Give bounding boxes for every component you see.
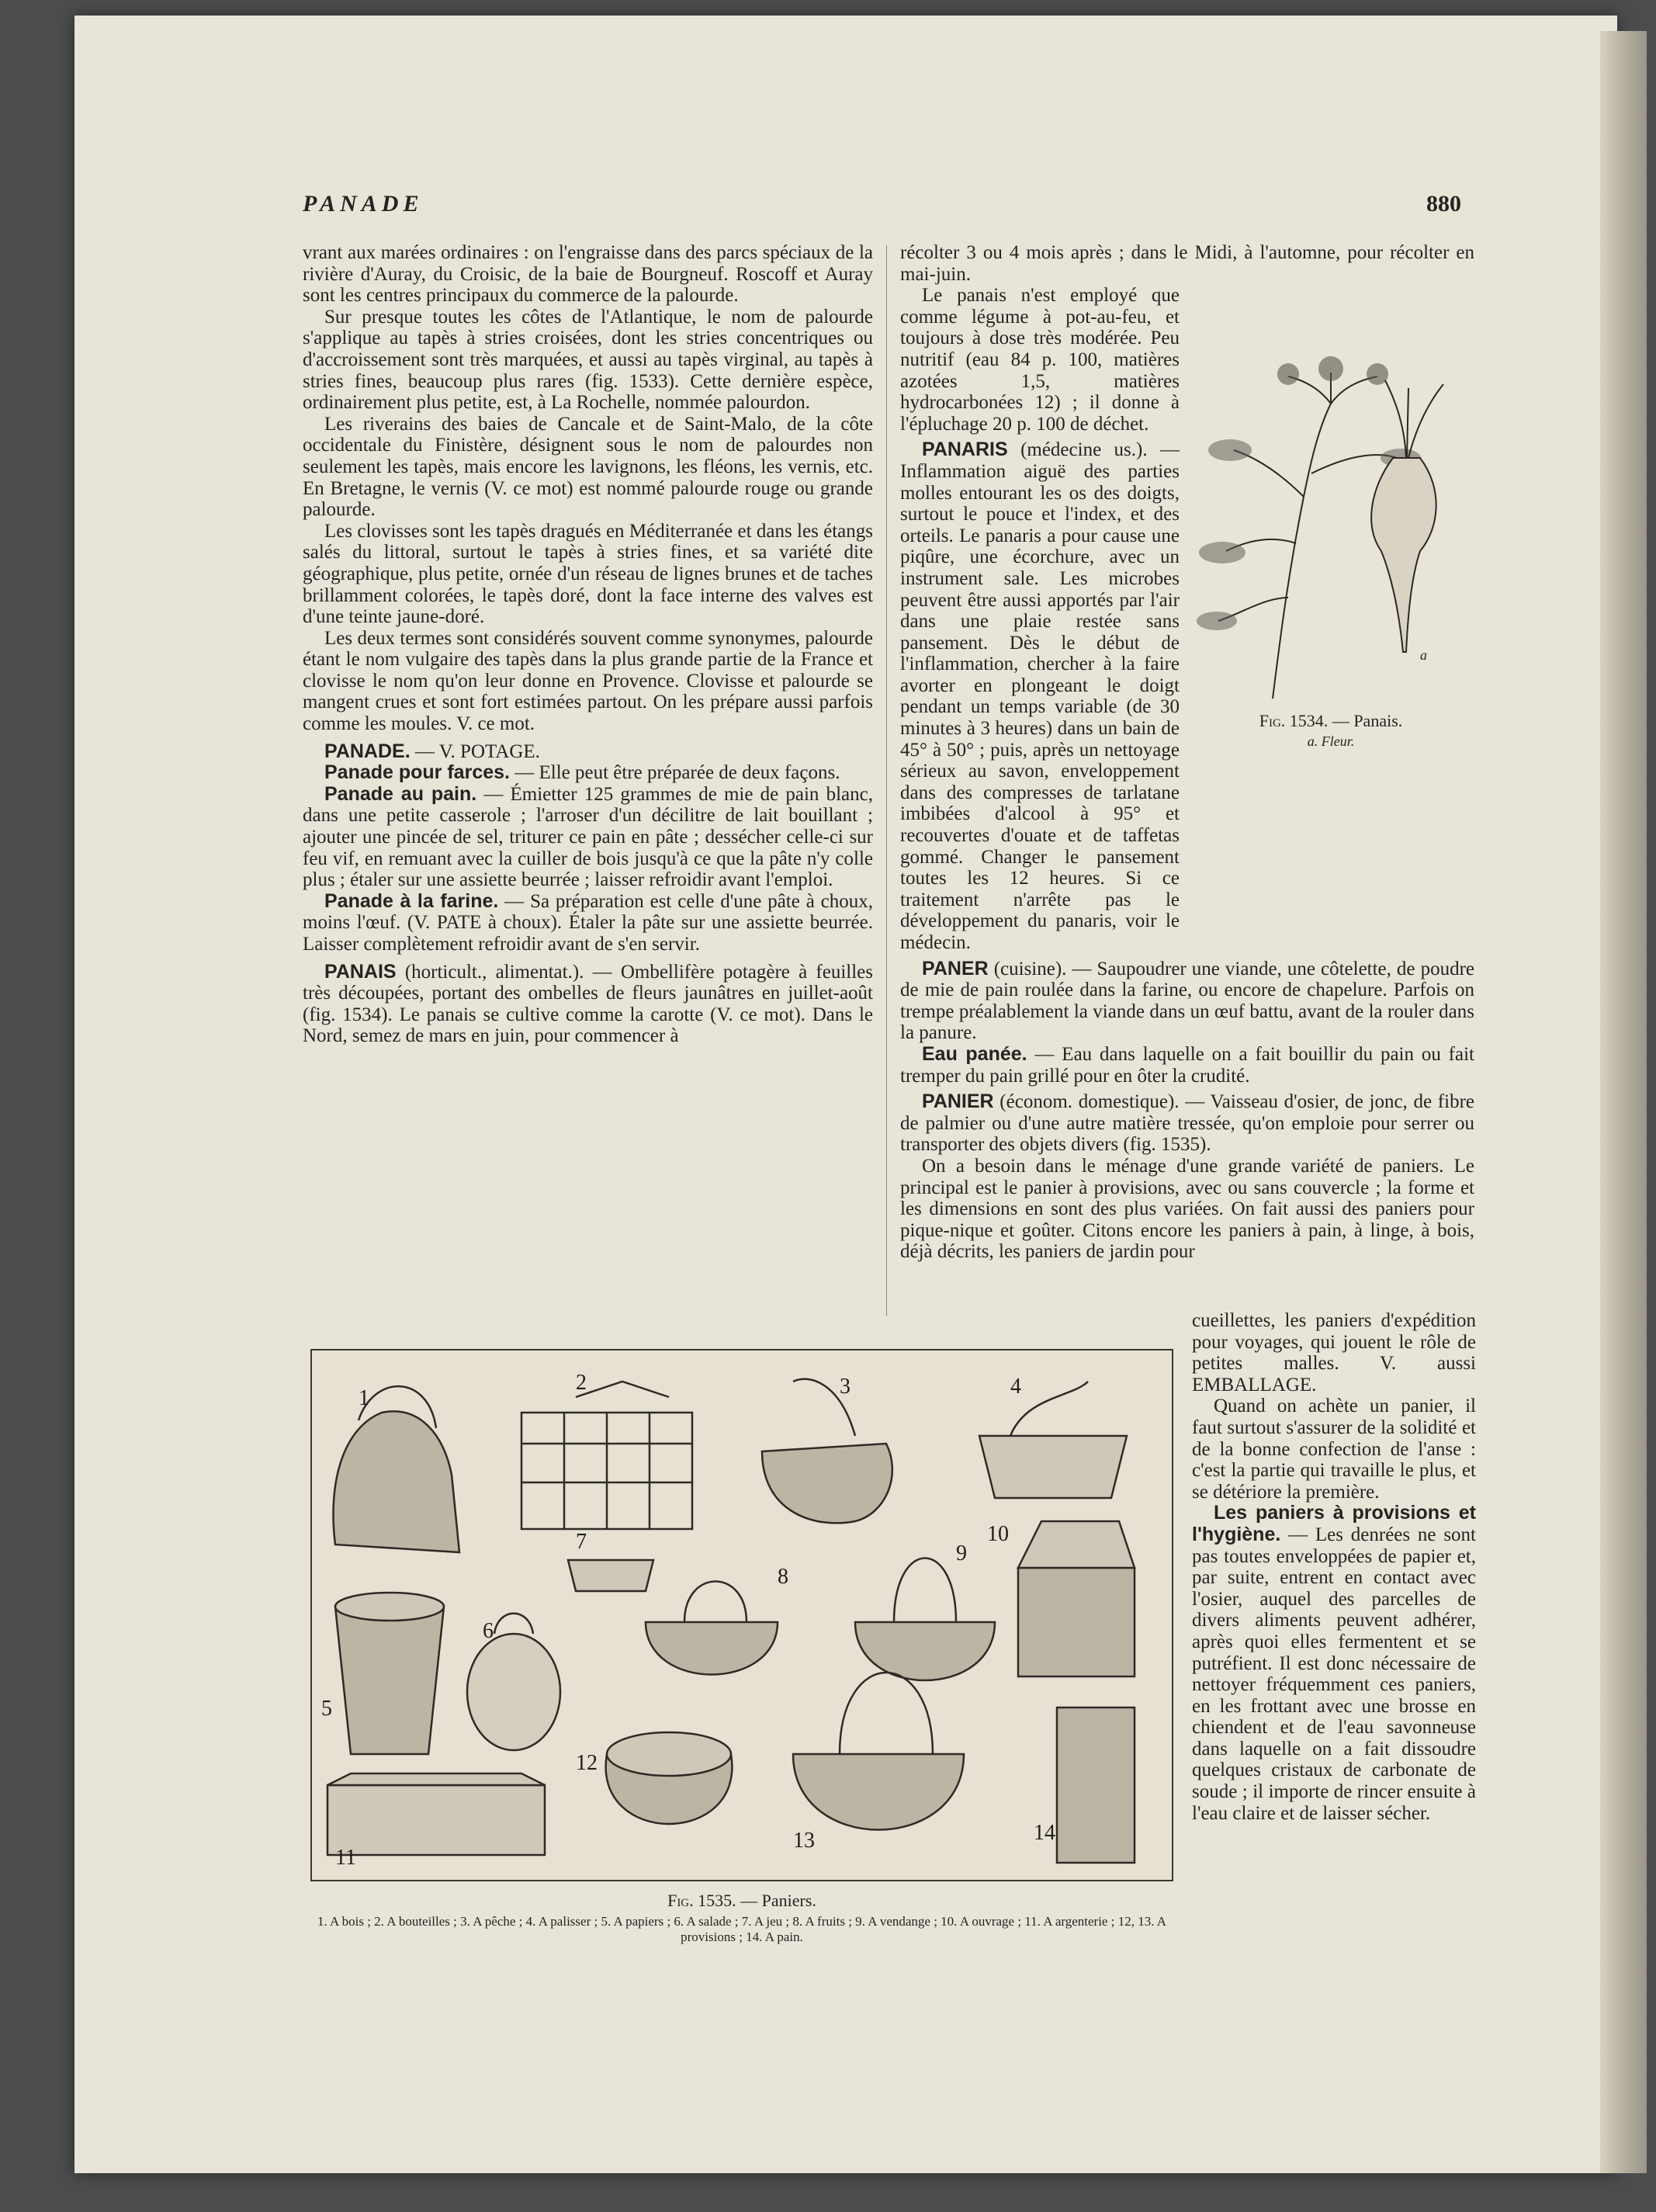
entry-panier <box>900 1091 1474 1156</box>
basket-number: 11 <box>335 1846 356 1870</box>
basket-number: 3 <box>840 1375 851 1399</box>
paragraph: Les riverains des baies de Cancale et de Saint-Malo, de la côte occidentale du Finistère, désignent sous le nom de palourdes non seulement les tapès, mais encore les lavignons, les fléons, les vernis, etc. En Bretagne, le vernis (V. ce mot) est nommé palourde rouge ou grande palourde. <box>303 413 873 521</box>
baskets-illustration <box>312 1350 1172 1880</box>
basket-number: 9 <box>956 1541 967 1565</box>
entry-eau-panee <box>900 1044 1474 1087</box>
figure-legend: 1. A bois ; 2. A bouteilles ; 3. A pêche ; 4. A palisser ; 5. A papiers ; 6. A salade ; 7. A jeu ; 8. A fruits ; 9. A vendange ; 10. A ouvrage ; 11. A argenterie ; 12, 13. A provisions ; 14. A pain. <box>317 1914 1167 1944</box>
left-column <box>303 242 873 1274</box>
paragraph: Le panais n'est employé que comme légume à pot-au-feu, et toujours à dose très modérée. Peu nutritif (eau 84 p. 100, matières azotées 1,5, matières hydrocarbonées 12) ; il donne à l'épluchage 20 p. 100 de déchet. <box>900 285 1180 435</box>
figure-title: — Panais. <box>1328 711 1403 730</box>
basket-number: 7 <box>576 1530 587 1554</box>
entry-headword: Panade pour farces. <box>324 761 510 784</box>
entry-paniers-hygiene <box>1192 1503 1476 1824</box>
paragraph: Les clovisses sont les tapès dragués en Méditerranée et dans les étangs salés du littoral, surtout le tapès à stries fines, et sa variété dite géographique, plus petite, ornée d'un réseau de lignes brunes et de taches brillamment colorées, le tapès doré, dont la face interne des valves est d'une teinte jaune-doré. <box>303 520 873 628</box>
entry-panade-pain <box>303 784 873 891</box>
entry-panade-farine <box>303 891 873 955</box>
entry-headword: PANIER <box>922 1090 994 1113</box>
figure-label: Fig. 1534. <box>1259 711 1329 730</box>
basket-number: 12 <box>576 1751 598 1775</box>
entry-headword: PANAIS <box>324 960 397 983</box>
figure-title: — Paniers. <box>736 1891 816 1910</box>
entry-panade-farces <box>303 762 873 784</box>
entry-headword: Panade au pain. <box>324 782 477 805</box>
page-number: 880 <box>1426 191 1461 217</box>
entry-body: (médecine us.). — Inflammation aiguë des parties molles entourant les os des doigts, surtout le pouce et l'index, et des orteils. Le panaris a pour cause une piqûre, une écorchure, avec un instrument sale. Les microbes peuvent être aussi apportés par l'air dans une plaie restée sans pansement. Dès le début de l'inflammation, chercher à la faire avorter en plongeant le doigt pendant un temps variable (de 30 minutes à 3 heures) dans un bain de 45° à 50° ; puis, après un nettoyage sérieux au savon, enveloppement dans des compresses de tarlatane imbibées d'alcool à 95° et recouvertes d'ouate et de taffetas gommé. Changer le pansement toutes les 12 heures. Si ce traitement n'arrête pas le développement du panaris, voir le médecin. <box>900 439 1180 953</box>
entry-headword: PANARIS <box>922 439 1008 461</box>
basket-number: 2 <box>576 1371 587 1395</box>
entry-headword: Panade à la farine. <box>324 889 499 912</box>
parsnip-illustration <box>1187 342 1459 706</box>
svg-text:a: a <box>1420 647 1427 663</box>
basket-number: 14 <box>1034 1821 1055 1845</box>
entry-body: (économ. domestique). — Vaisseau d'osier, de jonc, de fibre de palmier ou d'une autre matière tressée, qu'on emploie pour serrer ou transporter des objets divers (fig. 1535). <box>900 1091 1474 1156</box>
figure-caption <box>1187 711 1474 751</box>
entry-headword: Eau panée. <box>922 1042 1027 1065</box>
paragraph: Sur presque toutes les côtes de l'Atlantique, le nom de palourde s'applique au tapès à stries croisées, dont les stries concentriques ou d'accroissement sont très marquées, et aussi au tapès virginal, au tapès à stries fines, beaucoup plus rares (fig. 1533). Cette dernière espèce, ordinairement plus petite, est, à La Rochelle, nommée palourdon. <box>303 306 873 414</box>
paragraph: Quand on achète un panier, il faut surtout s'assurer de la solidité et de la bonne confection de l'anse : c'est la partie qui travaille le plus, et se détériore la première. <box>1192 1396 1476 1503</box>
basket-number: 5 <box>321 1697 332 1721</box>
paragraph: Les deux termes sont considérés souvent comme synonymes, palourde étant le nom vulgaire des tapès dans la plus grande partie de la France et clovisse le nom qu'on leur donne en Provence. Clovisse et palourde se mangent crues et sont fort estimées partout. On les prépare aussi parfois comme les moules. V. ce mot. <box>303 627 873 735</box>
entry-body: (horticult., alimentat.). — Ombellifère potagère à feuilles très découpées, portant des ombelles de fleurs jaunâtres en juillet-août (fig. 1534). Le panais se cultive comme la carotte (V. ce mot). Dans le Nord, semez de mars en juin, pour commencer à <box>303 961 873 1047</box>
entry-body: — Eau dans laquelle on a fait bouillir du pain ou fait tremper du pain grillé pour en ôter la crudité. <box>900 1043 1474 1087</box>
entry-panais <box>303 962 873 1047</box>
entry-body: — Elle peut être préparée de deux façons. <box>509 762 840 784</box>
paragraph: récolter 3 ou 4 mois après ; dans le Midi, à l'automne, pour récolter en mai-juin. <box>900 242 1474 285</box>
basket-number: 13 <box>793 1829 815 1853</box>
column-divider <box>886 245 887 1316</box>
entry-headword: PANER <box>922 957 989 979</box>
figure-label: Fig. 1535. <box>667 1891 736 1910</box>
entry-panaris <box>900 439 1180 953</box>
running-header: PANADE <box>303 191 424 217</box>
basket-number: 1 <box>359 1386 369 1410</box>
basket-number: 10 <box>987 1522 1009 1546</box>
entry-panade <box>303 741 873 763</box>
entry-body: — Émietter 125 grammes de mie de pain blanc, dans une petite casserole ; l'arroser d'un décilitre de lait bouillant ; ajouter une pincée de sel, triturer ce pain en pâte ; dessécher celle-ci sur feu vif, en remuant avec la cuiller de bois jusqu'à ce que la pâte n'y colle plus ; étaler sur une assiette beurrée ; laisser refroidir avant l'emploi. <box>303 783 873 891</box>
entry-headword: PANADE. <box>324 740 411 762</box>
entry-headword: Les paniers à provisions et l'hygiène. <box>1192 1502 1476 1545</box>
entry-body: (cuisine). — Saupoudrer une viande, une côtelette, de poudre de mie de pain roulée dans la farine, ou encore de chapelure. Parfois on trempe préalablement la viande dans un œuf battu, avant de la rouler dans la panure. <box>900 958 1474 1044</box>
paragraph: cueillettes, les paniers d'expédition pour voyages, qui jouent le rôle de petites malles. V. aussi EMBALLAGE. <box>1192 1310 1476 1396</box>
paragraph: On a besoin dans le ménage d'une grande variété de paniers. Le principal est le panier à provisions, avec ou sans couvercle ; la forme et les dimensions en sont des plus variées. On fait aussi des paniers pour pique-nique et goûter. Citons encore les paniers à pain, à linge, à bois, déjà décrits, les paniers de jardin pour <box>900 1155 1474 1263</box>
entry-body: — Sa préparation est celle d'une pâte à choux, moins l'œuf. (V. PATE à choux). Étaler la pâte sur une assiette beurrée. Laisser complètement refroidir avant de s'en servir. <box>303 890 873 955</box>
paragraph: vrant aux marées ordinaires : on l'engraisse dans des parcs spéciaux de la rivière d'Auray, du Croisic, de la baie de Bourgneuf. Roscoff et Auray sont les centres principaux du commerce de la palourde. <box>303 242 873 307</box>
page-edge <box>1600 31 1647 2173</box>
entry-body: — Les denrées ne sont pas toutes enveloppées de papier et, par suite, entrent en contact avec l'osier, auquel des parcelles de divers aliments peuvent adhérer, après quoi elles fermentent et se putréfient. Il est donc nécessaire de nettoyer fréquemment ces paniers, en les frottant avec une brosse en chiendent et de l'eau savonneuse dans laquelle on a fait dissoudre quelques cristaux de carbonate de soude ; il importe de rincer ensuite à l'eau claire et de laisser sécher. <box>1192 1524 1476 1824</box>
figure-legend: a. Fleur. <box>1307 733 1355 749</box>
narrow-column <box>1192 1310 1476 1954</box>
entry-paner <box>900 959 1474 1044</box>
basket-number: 8 <box>778 1565 788 1589</box>
figure-caption <box>310 1891 1173 1911</box>
basket-number: 4 <box>1010 1375 1021 1399</box>
entry-body: — V. POTAGE. <box>410 740 540 762</box>
basket-number: 6 <box>483 1619 494 1643</box>
baskets-figure <box>310 1349 1173 1881</box>
